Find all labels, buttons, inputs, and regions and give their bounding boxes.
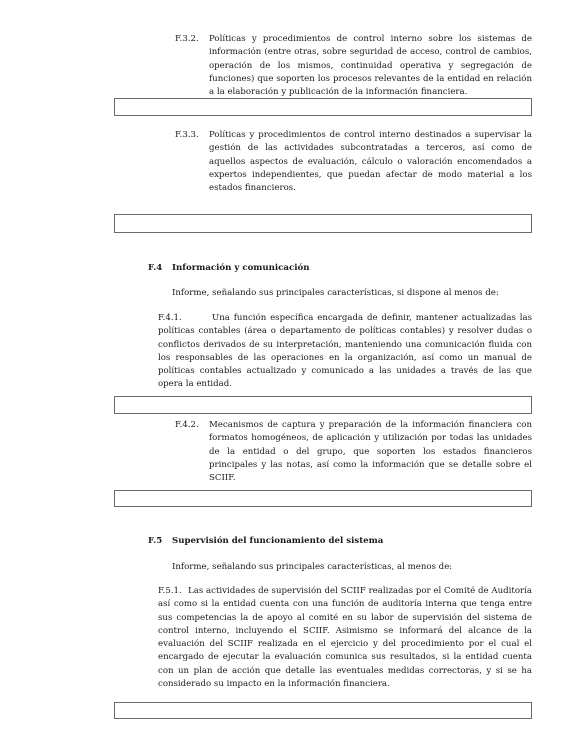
f33-answer-box[interactable] — [114, 214, 532, 233]
f4-number: F.4 — [148, 263, 163, 273]
f32-text: Políticas y procedimientos de control interno sobre los sistemas de información (entre otras, sobre seguridad de acceso, control de cambios, operación de los mismos, continuidad operativa y segregación de funciones) que soporten los procesos relevantes de la entidad en relación a la elaboración y publicación de la información financiera. — [209, 34, 532, 98]
f5-number: F.5 — [148, 536, 163, 546]
f4-title: Información y comunicación — [172, 263, 310, 273]
f42-answer-box[interactable] — [114, 490, 532, 507]
f5-lead: Informe, señalando sus principales características, al menos de: — [172, 562, 453, 572]
f51-body: Las actividades de supervisión del SCIIF realizadas por el Comité de Auditoría así como si la entidad cuenta con una función de auditoría interna que tenga entre sus competencias la de apoyo al comité en su labor de supervisión del sistema de control interno, incluyendo el SCIIF. Asimismo se informará del alcance de la evaluación del SCIIF realizada en el ejercicio y del procedimiento por el cual el encargado de ejecutar la evaluación comunica sus resultados, si la entidad cuenta con un plan de acción que detalle las eventuales medidas correctoras, y si se ha considerado su impacto en la información financiera. — [158, 586, 532, 690]
f32-answer-box[interactable] — [114, 98, 532, 116]
f41-number: F.4.1. — [158, 313, 182, 323]
f33-text: Políticas y procedimientos de control interno destinados a supervisar la gestión de las actividades subcontratadas a terceros, así como de aquellos aspectos de evaluación, cálculo o valoración encomendados a expertos independientes, que puedan afectar de modo material a los estados financieros. — [209, 130, 532, 194]
f4-lead: Informe, señalando sus principales características, si dispone al menos de: — [172, 288, 499, 298]
f41-answer-box[interactable] — [114, 396, 532, 414]
f32-number: F.3.2. — [175, 34, 199, 44]
f42-text: Mecanismos de captura y preparación de la información financiera con formatos homogéneos, de aplicación y utilización por todas las unidades de la entidad o del grupo, que soporten los estados financieros principales y las notas, así como la información que se detalle sobre el SCIIF. — [209, 420, 532, 484]
f41-body: Una función específica encargada de definir, mantener actualizadas las políticas contables (área o departamento de políticas contables) y resolver dudas o conflictos derivados de su interpretación, manteniendo una comunicación fluida con los responsables de las operaciones en la organización, así como un manual de políticas contables actualizado y comunicado a las unidades a través de las que opera la entidad. — [158, 313, 532, 390]
f5-title: Supervisión del funcionamiento del sistema — [172, 536, 384, 546]
f33-number: F.3.3. — [175, 130, 199, 140]
f51-answer-box[interactable] — [114, 702, 532, 719]
f51-number: F.5.1. — [158, 586, 182, 596]
f51-text — [158, 585, 532, 691]
f41-text — [158, 312, 532, 392]
f42-number: F.4.2. — [175, 420, 199, 430]
